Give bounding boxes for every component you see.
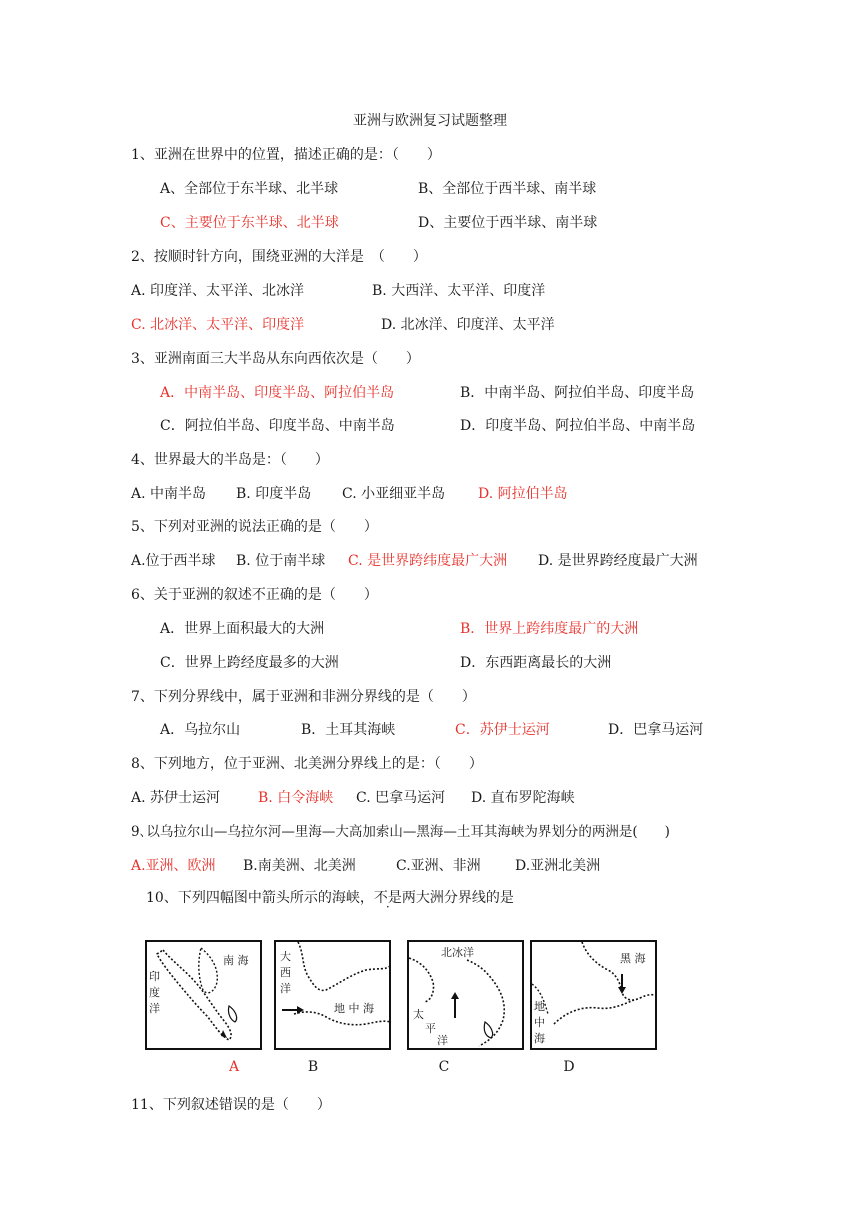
q3-option-b: B．中南半岛、阿拉伯半岛、印度半岛 xyxy=(460,385,695,401)
q4-option-c: C. 小亚细亚半岛 xyxy=(342,486,446,502)
map-b-label-3: 洋 xyxy=(280,982,291,995)
q10-stem-pre: 10、下列四幅图中箭头所示的海峡， xyxy=(146,890,374,906)
q8-option-b-answer: B. 白令海峡 xyxy=(258,790,334,806)
q9-option-d: D.亚洲北美洲 xyxy=(515,858,601,874)
q4-option-b: B. 印度半岛 xyxy=(236,486,312,502)
q8-option-c: C. 巴拿马运河 xyxy=(356,790,446,806)
q9-option-a-answer: A.亚洲、欧洲 xyxy=(131,858,216,874)
q7-option-b: B．土耳其海峡 xyxy=(301,722,396,738)
question-10-stem xyxy=(146,889,514,907)
page-title: 亚洲与欧洲复习试题整理 xyxy=(353,113,507,129)
map-b-label-4: 地 中 海 xyxy=(334,1002,374,1015)
q6-option-c: C．世界上跨经度最多的大洲 xyxy=(160,655,339,671)
q10-stem-emphasis: 不是 xyxy=(373,890,402,906)
q5-option-d: D. 是世界跨经度最广大洲 xyxy=(538,553,698,569)
q10-stem-post: 两大洲分界线的是 xyxy=(401,890,514,906)
q2-option-c-answer: C. 北冰洋、太平洋、印度洋 xyxy=(131,317,305,333)
q7-option-d: D．巴拿马运河 xyxy=(608,722,704,738)
q8-option-d: D. 直布罗陀海峡 xyxy=(471,790,575,806)
map-c-strait xyxy=(407,940,524,1050)
map-d-label-1: 黑 海 xyxy=(620,952,646,965)
map-a-caption: A xyxy=(228,1059,240,1075)
q3-option-c: C．阿拉伯半岛、印度半岛、中南半岛 xyxy=(160,418,395,434)
map-b-label-2: 西 xyxy=(280,966,291,979)
question-11-stem: 11、下列叙述错误的是（ ） xyxy=(131,1097,331,1113)
q5-option-c-answer: C. 是世界跨纬度最广大洲 xyxy=(348,553,508,569)
map-d-label-3: 中 xyxy=(534,1016,545,1029)
map-a-label-1: 南 海 xyxy=(223,954,249,967)
q8-option-a: A. 苏伊士运河 xyxy=(131,790,221,806)
map-c-label-4: 洋 xyxy=(437,1034,448,1047)
q5-option-b: B. 位于南半球 xyxy=(236,553,326,569)
question-9-stem: 9､以乌拉尔山—乌拉尔河—里海—大高加索山—黑海—土耳其海峡为界划分的两洲是( ) xyxy=(131,824,670,840)
q9-option-c: C.亚洲、非洲 xyxy=(396,858,481,874)
q1-option-c-answer: C、主要位于东半球、北半球 xyxy=(160,215,339,231)
question-3-stem: 3、亚洲南面三大半岛从东向西依次是（ ） xyxy=(131,351,420,367)
map-a-strait xyxy=(145,940,262,1050)
q2-option-a: A. 印度洋、太平洋、北冰洋 xyxy=(131,283,305,299)
map-d-caption: D xyxy=(563,1059,575,1075)
map-b-label-1: 大 xyxy=(280,950,291,963)
q4-option-d-answer: D. 阿拉伯半岛 xyxy=(478,486,568,502)
q2-option-d: D. 北冰洋、印度洋、太平洋 xyxy=(381,317,555,333)
q6-option-b-answer: B．世界上跨纬度最广的大洲 xyxy=(460,621,639,637)
map-d-label-2: 地 xyxy=(534,1000,545,1013)
map-c-label-3: 平 xyxy=(425,1022,436,1035)
map-c-label-2: 太 xyxy=(413,1008,424,1021)
q7-option-a: A．乌拉尔山 xyxy=(160,722,241,738)
q4-option-a: A. 中南半岛 xyxy=(131,486,207,502)
map-a-label-3: 度 xyxy=(149,986,160,999)
q5-option-a: A.位于西半球 xyxy=(131,553,216,569)
q6-option-a: A．世界上面积最大的大洲 xyxy=(160,621,325,637)
question-5-stem: 5、下列对亚洲的说法正确的是（ ） xyxy=(131,519,378,535)
map-d-strait xyxy=(530,940,657,1050)
question-2-stem: 2、按顺时针方向，围绕亚洲的大洋是 （ ） xyxy=(131,249,427,265)
question-7-stem: 7、下列分界线中，属于亚洲和非洲分界线的是（ ） xyxy=(131,689,476,705)
question-6-stem: 6、关于亚洲的叙述不正确的是（ ） xyxy=(131,587,378,603)
map-c-caption: C xyxy=(438,1059,450,1075)
map-a-label-2: 印 xyxy=(149,970,160,983)
map-b-caption: B xyxy=(307,1059,319,1075)
q6-option-d: D．东西距离最长的大洲 xyxy=(460,655,612,671)
question-1-stem: 1、亚洲在世界中的位置，描述正确的是：（ ） xyxy=(131,147,441,163)
map-a-label-4: 洋 xyxy=(149,1002,160,1015)
q9-option-b: B.南美洲、北美洲 xyxy=(243,858,356,874)
map-c-label-1: 北冰洋 xyxy=(441,946,474,959)
q3-option-d: D．印度半岛、阿拉伯半岛、中南半岛 xyxy=(460,418,696,434)
q1-option-a: A、全部位于东半球、北半球 xyxy=(160,181,339,197)
q1-option-d: D、主要位于西半球、南半球 xyxy=(418,215,598,231)
map-b-strait xyxy=(274,940,391,1050)
q2-option-b: B. 大西洋、太平洋、印度洋 xyxy=(372,283,546,299)
question-8-stem: 8、下列地方，位于亚洲、北美洲分界线上的是：（ ） xyxy=(131,756,483,772)
map-d-label-4: 海 xyxy=(534,1032,545,1045)
question-4-stem: 4、世界最大的半岛是：（ ） xyxy=(131,452,329,468)
q7-option-c-answer: C．苏伊士运河 xyxy=(455,722,550,738)
q1-option-b: B、全部位于西半球、南半球 xyxy=(418,181,597,197)
q3-option-a-answer: A．中南半岛、印度半岛、阿拉伯半岛 xyxy=(160,385,395,401)
